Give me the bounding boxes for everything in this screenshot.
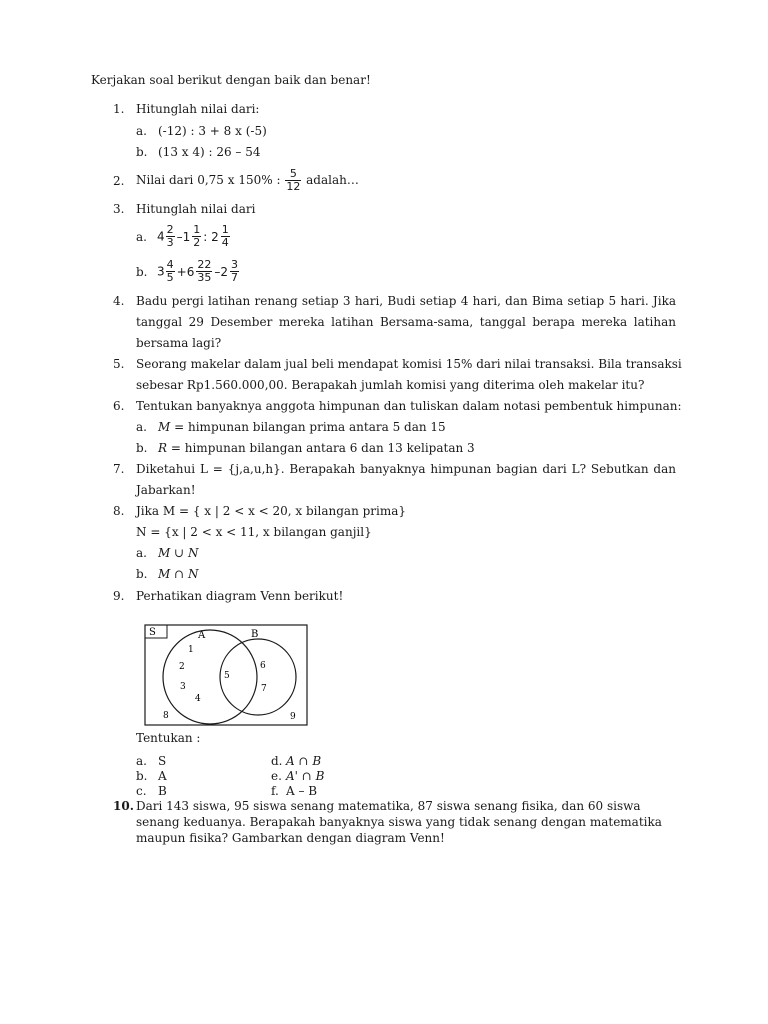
venn-circle-b xyxy=(220,639,296,715)
q4-number: 4. xyxy=(113,294,125,308)
venn-label-s: S xyxy=(149,627,156,638)
q9-opt-c-text: B xyxy=(158,784,167,798)
q3-b-n2: 22 xyxy=(197,258,212,271)
q3-b-d1: 5 xyxy=(166,271,174,284)
q8-a-label: a. xyxy=(136,546,147,560)
q1-b-text: (13 x 4) : 26 – 54 xyxy=(158,145,261,159)
q3-b-d2: 35 xyxy=(197,271,212,284)
q3-b-frac1 xyxy=(166,259,175,284)
venn-label-b: B xyxy=(251,629,259,640)
q6-a-label: a. xyxy=(136,420,147,434)
q4-line2: tanggal 29 Desember mereka latihan Bersama-sama, tanggal berapa mereka latihan xyxy=(136,315,676,329)
venn-element-7: 7 xyxy=(261,684,267,694)
q3-text: Hitunglah nilai dari xyxy=(136,202,256,216)
venn-diagram xyxy=(140,620,312,730)
q6-b-line xyxy=(158,441,475,455)
q7-line2: Jabarkan! xyxy=(136,483,196,497)
q2-line xyxy=(136,166,359,194)
q3-b-frac2 xyxy=(196,259,212,284)
instruction: Kerjakan soal berikut dengan baik dan benar! xyxy=(91,73,371,87)
q9-opt-a-label: a. xyxy=(136,754,147,768)
q6-a-text: = himpunan bilangan prima antara 5 dan 15 xyxy=(174,420,446,434)
q3-a-n1: 2 xyxy=(166,223,174,236)
q3-b-expression xyxy=(157,257,240,286)
q3-a-n3: 1 xyxy=(221,223,229,236)
q9-text: Perhatikan diagram Venn berikut! xyxy=(136,589,344,603)
venn-element-8: 8 xyxy=(163,711,169,721)
q6-b-var: R xyxy=(158,441,168,455)
q3-b-op2: –2 xyxy=(214,264,228,279)
venn-element-3: 3 xyxy=(180,682,186,692)
q4-line3: bersama lagi? xyxy=(136,336,222,350)
q3-a-d2: 2 xyxy=(193,236,201,249)
q2-fraction xyxy=(285,168,301,193)
q9-opt-f-text: A – B xyxy=(286,784,318,798)
q3-b-n1: 4 xyxy=(166,258,174,271)
q3-b-op1: +6 xyxy=(176,264,195,279)
q3-number: 3. xyxy=(113,202,125,216)
venn-element-1: 1 xyxy=(188,645,194,655)
q6-number: 6. xyxy=(113,399,125,413)
q5-line2: sebesar Rp1.560.000,00. Berapakah jumlah komisi yang diterima oleh makelar itu? xyxy=(136,378,645,392)
venn-element-2: 2 xyxy=(179,662,185,672)
q8-a-text: M ∪ N xyxy=(158,546,199,560)
q9-opt-c-label: c. xyxy=(136,784,147,798)
q9-opt-a-text: S xyxy=(158,754,167,768)
q9-number: 9. xyxy=(113,589,125,603)
q8-b-label: b. xyxy=(136,567,148,581)
q2-text-post: adalah… xyxy=(306,173,359,187)
q1-a-label: a. xyxy=(136,124,147,138)
q6-b-text: = himpunan bilangan antara 6 dan 13 kelipatan 3 xyxy=(170,441,475,455)
q2-frac-numerator: 5 xyxy=(285,168,301,181)
q10-line1: Dari 143 siswa, 95 siswa senang matematika, 87 siswa senang fisika, dan 60 siswa xyxy=(136,799,641,813)
q9-opt-e-text: A' ∩ B xyxy=(286,769,325,783)
q3-a-d3: 4 xyxy=(221,236,229,249)
q3-a-label: a. xyxy=(136,230,147,244)
q9-opt-d-label: d. xyxy=(271,754,283,768)
q2-frac-denominator: 12 xyxy=(286,180,301,193)
venn-label-a: A xyxy=(198,630,206,641)
q9-opt-f-label: f. xyxy=(271,784,279,798)
q9-tentukan: Tentukan : xyxy=(136,731,201,745)
q3-a-n2: 1 xyxy=(193,223,201,236)
q3-b-frac3 xyxy=(230,259,239,284)
q10-number: 10. xyxy=(113,799,134,813)
q4-line1: Badu pergi latihan renang setiap 3 hari, Budi setiap 4 hari, dan Bima setiap 5 hari. Jika xyxy=(136,294,676,308)
q3-b-whole1: 3 xyxy=(157,264,165,279)
q3-a-frac3 xyxy=(221,224,230,249)
q9-opt-b-label: b. xyxy=(136,769,148,783)
q1-number: 1. xyxy=(113,102,125,116)
venn-element-9: 9 xyxy=(290,712,296,722)
q10-line2: senang keduanya. Berapakah banyaknya siswa yang tidak senang dengan matematika xyxy=(136,815,662,829)
q8-line1: Jika M = { x | 2 < x < 20, x bilangan prima} xyxy=(136,504,407,518)
venn-element-4: 4 xyxy=(195,694,201,704)
q7-number: 7. xyxy=(113,462,125,476)
q1-a-text: (-12) : 3 + 8 x (-5) xyxy=(158,124,267,138)
q9-opt-e-label: e. xyxy=(271,769,282,783)
q6-text: Tentukan banyaknya anggota himpunan dan tuliskan dalam notasi pembentuk himpunan: xyxy=(136,399,682,413)
q3-b-n3: 3 xyxy=(230,258,238,271)
q9-opt-d-text: A ∩ B xyxy=(286,754,322,768)
q8-line2: N = {x | 2 < x < 11, x bilangan ganjil} xyxy=(136,525,372,539)
q1-text: Hitunglah nilai dari: xyxy=(136,102,260,116)
venn-element-6: 6 xyxy=(260,661,266,671)
q3-a-op2: : 2 xyxy=(203,229,219,244)
venn-element-5: 5 xyxy=(224,671,230,681)
q3-a-op1: –1 xyxy=(176,229,191,244)
q3-b-d3: 7 xyxy=(230,271,238,284)
q2-number: 2. xyxy=(113,174,125,188)
q2-text-pre: Nilai dari 0,75 x 150% : xyxy=(136,173,281,187)
q3-a-frac1 xyxy=(166,224,175,249)
q6-a-line xyxy=(158,420,446,434)
q9-opt-b-text: A xyxy=(158,769,167,783)
q8-b-text: M ∩ N xyxy=(158,567,199,581)
q8-number: 8. xyxy=(113,504,125,518)
venn-circle-a xyxy=(163,630,257,724)
q5-line1: Seorang makelar dalam jual beli mendapat komisi 15% dari nilai transaksi. Bila transaksi xyxy=(136,357,682,371)
q3-a-expression xyxy=(157,222,231,251)
q6-a-var: M xyxy=(158,420,171,434)
q3-a-frac2 xyxy=(192,224,201,249)
q10-line3: maupun fisika? Gambarkan dengan diagram Venn! xyxy=(136,831,445,845)
q1-b-label: b. xyxy=(136,145,148,159)
q6-b-label: b. xyxy=(136,441,148,455)
q7-line1: Diketahui L = {j,a,u,h}. Berapakah banyaknya himpunan bagian dari L? Sebutkan dan xyxy=(136,462,676,476)
q3-a-d1: 3 xyxy=(166,236,174,249)
q3-b-label: b. xyxy=(136,265,148,279)
q5-number: 5. xyxy=(113,357,125,371)
q3-a-whole1: 4 xyxy=(157,229,165,244)
